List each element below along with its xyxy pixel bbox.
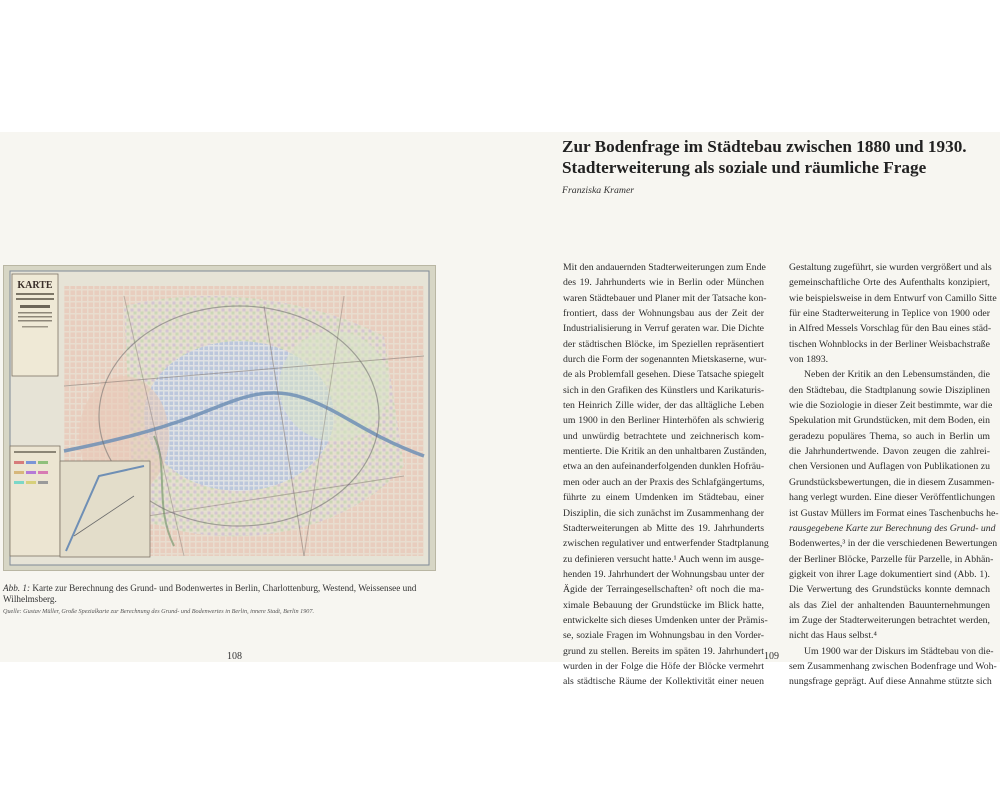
text-line: hang verlegt wurden. Eine dieser Veröffentlichungen: [789, 492, 995, 504]
text-line: men oder auch an der Praxis des Schlafgängertums,: [563, 476, 765, 488]
paragraph: [789, 260, 997, 367]
text-line: des 19. Jahrhunderts wie in Berlin oder München: [563, 277, 764, 289]
text-line: chen Versionen und Auflagen von Publikationen zu: [789, 461, 990, 473]
page-number-left: 108: [227, 651, 242, 662]
map-title-text: KARTE: [17, 280, 53, 291]
text-line: frontiert, dass der Wohnungsbau aus der Zeit der: [563, 308, 764, 320]
text-line: Stadterweiterungen ab Mitte des 19. Jahrhunderts: [563, 522, 764, 534]
title-line-2: Stadterweiterung als soziale und räumliche Frage: [562, 158, 927, 177]
text-line: wurden in der Folge die Höfe der Blöcke vermehrt: [563, 660, 764, 672]
text-line: führte zu einem Umdenken im Städtebau, einer: [563, 492, 764, 504]
text-line: etwa an den aufeinanderfolgenden dunklen Hofräu-: [563, 461, 765, 473]
text-line: se, soziale Fragen im Wohnungsbau in den Vorder-: [563, 630, 764, 642]
text-line: der städtischen Blöcke, im Speziellen repräsentiert: [563, 338, 764, 350]
text-line: zu definieren versucht hatte.¹ Auch wenn im ausge-: [563, 553, 764, 565]
book-spread: [0, 132, 1000, 688]
text-line: wie die Soziologie in dieser Zeit bestimmte, war die: [789, 400, 993, 412]
figure-source: Quelle: Gustav Müller, Große Spezialkarte zur Berechnung des Grund- und Bodenwertes in Berlin, innere Stadt, Berlin 1907.: [3, 608, 315, 615]
text-line: durch die Form der sogenannten Mietskaserne, wur-: [563, 354, 767, 366]
text-line: waren Städtebauer und Planer mit der Tatsache kon-: [563, 292, 767, 304]
text-line: gemeinschaftliche Orte des Aufenthalts konzipiert,: [789, 277, 990, 289]
text-line: geradezu populäres Thema, so auch in Berlin um: [789, 430, 990, 442]
caption-label: Abb. 1:: [3, 583, 31, 593]
text-line: zwischen regulativer und entwerfender Stadtplanung: [563, 538, 769, 550]
text-column-1: [563, 260, 769, 690]
caption-text: Karte zur Berechnung des Grund- und Bodenwertes in Berlin, Charlottenburg, Westend, Weissensee und Wilhelmsberg.: [3, 583, 417, 604]
text-line: grund zu stellen. Bereits im späten 19. Jahrhundert: [563, 645, 764, 657]
text-line: ten Heinrich Zille wider, der das alltägliche Leben: [563, 400, 764, 412]
text-line: henden 19. Jahrhundert der Wohnungsbau unter der: [563, 568, 765, 580]
historic-map-figure: [3, 265, 436, 571]
text-line: nungsfrage geprägt. Auf diese Annahme stützte sich: [789, 676, 992, 688]
text-line: Mit den andauernden Stadterweiterungen zum Ende: [563, 262, 766, 273]
text-line: um 1900 in den Berliner Hinterhöfen als schwierig: [563, 415, 764, 427]
paragraph: [789, 644, 997, 690]
text-column-2: [789, 260, 999, 690]
article-title: [562, 136, 982, 178]
text-line: sem Zusammenhang zwischen Bodenfrage und Woh-: [789, 660, 997, 672]
text-line: wie beispielsweise in dem Entwurf von Camillo Sitte: [789, 292, 997, 304]
text-line: ximale Bebauung der Grundstücke im Blick hatte,: [563, 599, 764, 611]
text-line: den Städtebau, die Stadtplanung sowie Disziplinen: [789, 384, 990, 396]
text-line: Bodenwertes,³ in der die verschiedenen Bewertungen: [789, 538, 998, 550]
text-line: entwickelte sich dieses Umdenken unter der Prämis-: [563, 614, 768, 626]
paragraph: [789, 367, 999, 643]
text-line: de als Problemfall gesehen. Diese Tatsache spiegelt: [563, 369, 764, 381]
figure-caption: [3, 583, 433, 605]
left-page: [0, 132, 500, 662]
text-line: nicht das Haus selbst.⁴: [789, 630, 877, 642]
text-line: der Berliner Blöcke, Parzelle für Parzelle, in Abhän-: [789, 553, 994, 565]
text-line: Disziplin, die sich zunächst im Zusammenhang der: [563, 507, 764, 519]
text-line: Grundstücksbewertungen, die in diesem Zusammen-: [789, 476, 995, 488]
author-name: Franziska Kramer: [562, 185, 635, 196]
text-line: tischen Wohnblocks in der Berliner Weisbachstraße: [789, 338, 990, 350]
text-line: in Alfred Messels Vorschlag für den Bau eines städ-: [789, 323, 992, 335]
berlin-map-image: [4, 266, 435, 570]
text-line: die Jahrhundertwende. Davon zeugen die zahlrei-: [789, 446, 990, 458]
text-line: Die Verwertung des Grundstücks konnte demnach: [789, 584, 990, 596]
text-line: als städtische Räume der Kollektivität einer neuen: [563, 676, 764, 688]
text-line: Ägide der Terraingesellschaften² oft noch die ma-: [563, 584, 764, 596]
text-line: für eine Stadterweiterung in Teplice von 1900 oder: [789, 308, 990, 320]
text-line: Um 1900 war der Diskurs im Städtebau von die-: [804, 645, 994, 657]
text-line: rausgegebene Karte zur Berechnung des Grund- und: [789, 522, 996, 534]
text-line: von 1893.: [789, 354, 828, 366]
page-number-right: 109: [764, 651, 779, 662]
text-line: gigkeit von ihrer Lage dokumentiert sind (Abb. 1).: [789, 568, 990, 580]
right-page: [500, 132, 1000, 688]
text-line: im Zuge der Stadterweiterungen betrachtet werden,: [789, 614, 990, 626]
title-line-1: Zur Bodenfrage im Städtebau zwischen 1880 und 1930.: [562, 137, 967, 156]
text-line: Neben der Kritik an den Lebensumständen, die: [804, 369, 990, 381]
text-line: und unwürdig betrachtete und zeichnerisch kom-: [563, 430, 764, 442]
text-line: Spekulation mit Grundstücken, mit dem Boden, ein: [789, 415, 990, 427]
text-line: ist Gustav Müllers im Format eines Taschenbuchs he-: [789, 507, 999, 519]
paragraph: [563, 260, 769, 690]
text-line: Industrialisierung in Verruf geraten war. Die Dichte: [563, 323, 764, 335]
text-line: Gestaltung zugeführt, sie wurden vergrößert und als: [789, 262, 992, 273]
text-line: sich in den Grafiken des Künstlers und Karikaturis-: [563, 384, 765, 396]
text-line: als das Ziel der anhaltenden Bauunternehmungen: [789, 599, 990, 611]
text-line: mentierte. Die Kritik an den unhaltbaren Zuständen,: [563, 446, 767, 458]
